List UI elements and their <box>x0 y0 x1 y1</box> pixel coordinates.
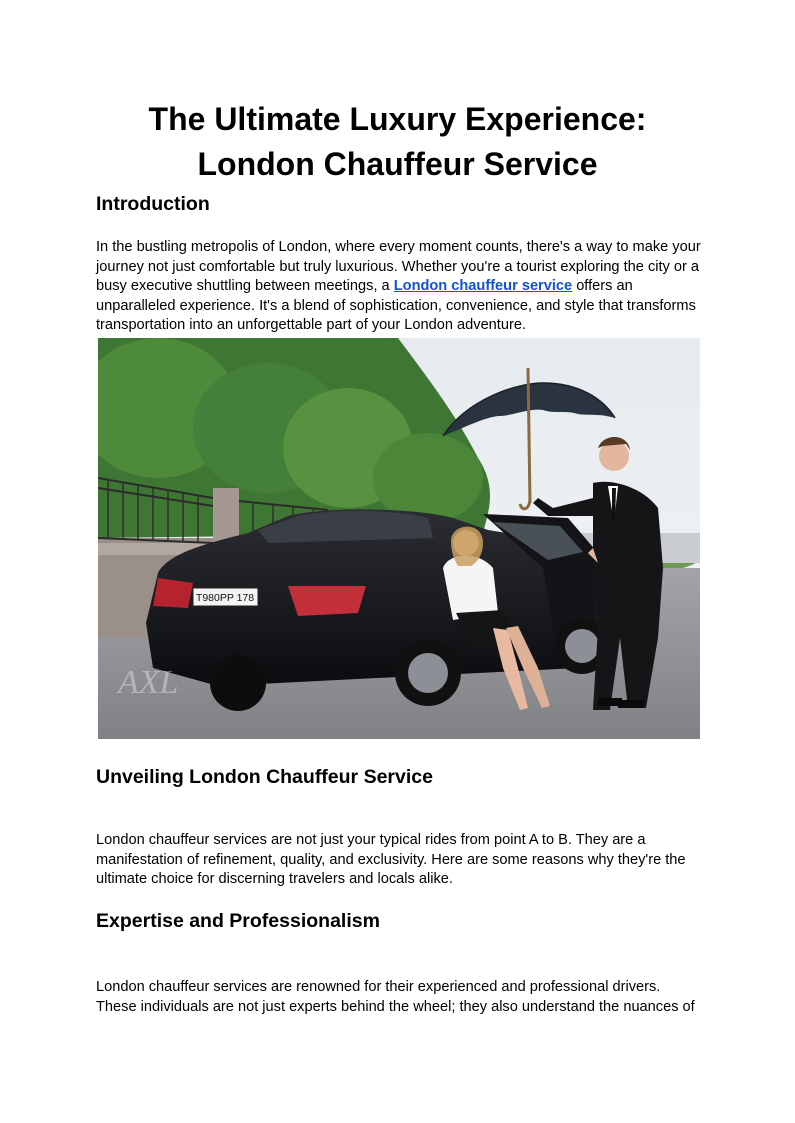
title-line-2: London Chauffeur Service <box>197 146 598 182</box>
unveiling-paragraph: London chauffeur services are not just your typical rides from point A to B. They are a manifestation of refinement, quality, and exclusivity. Here are some reasons why they're the ultimate choice for discerning travelers and locals alike. <box>96 832 686 887</box>
introduction-text-after-link: offers an unparalleled experience. It's a blend of sophistication, convenience, and style that transforms transportation into an unforgettable part of your London adventure. <box>96 278 696 333</box>
expertise-heading: Expertise and Professionalism <box>96 910 380 932</box>
plate-text: T980PP 178 <box>195 592 255 604</box>
chauffeur-illustration <box>98 338 700 739</box>
watermark: AXL <box>118 664 179 701</box>
expertise-paragraph: London chauffeur services are renowned for their experienced and professional drivers. These individuals are not just experts behind the wheel; they also understand the nuances of <box>96 979 695 1015</box>
chauffeur-photo <box>98 338 700 739</box>
title-line-1: The Ultimate Luxury Experience: <box>148 101 647 137</box>
document-title <box>96 97 699 187</box>
introduction-text-before-link: In the bustling metropolis of London, where every moment counts, there's a way to make your journey not just comfortable but truly luxurious. Whether you're a tourist exploring the city or a busy executive shuttling between meetings, a <box>96 239 701 294</box>
introduction-paragraph <box>96 238 701 336</box>
introduction-heading: Introduction <box>96 193 210 215</box>
london-chauffeur-service-link[interactable]: London chauffeur service <box>393 278 573 294</box>
unveiling-heading: Unveiling London Chauffeur Service <box>96 766 433 788</box>
